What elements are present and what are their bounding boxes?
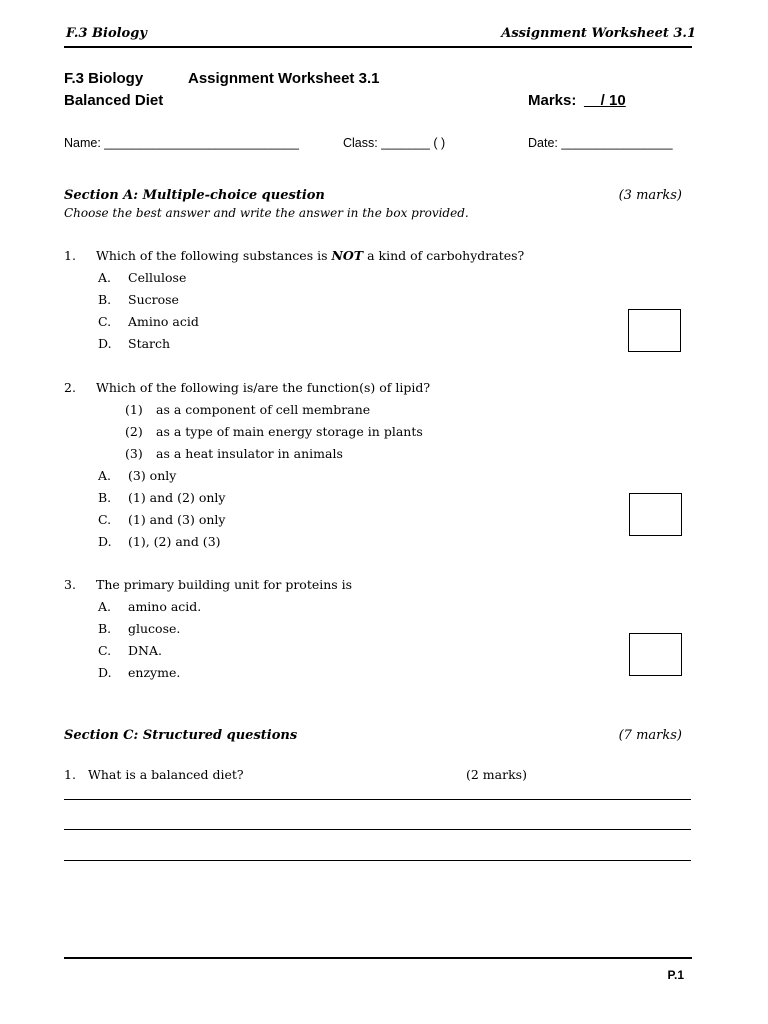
q2-answer-box[interactable]	[629, 493, 682, 536]
q3-answer-box[interactable]	[629, 633, 682, 676]
q2-option-text: (1) and (3) only	[128, 512, 226, 527]
q1-option-text: Amino acid	[128, 314, 199, 329]
section-c-title: Section C: Structured questions	[64, 728, 298, 743]
q1-option-letter: C.	[98, 314, 112, 329]
title-topic: Balanced Diet	[64, 92, 164, 109]
q3-option-text: glucose.	[128, 621, 181, 636]
q3-option-text: DNA.	[128, 643, 162, 658]
header-worksheet: Assignment Worksheet 3.1	[501, 26, 696, 41]
q2-statement-number: (3)	[125, 446, 143, 461]
q1-option-text: Cellulose	[128, 270, 187, 285]
title-subject: F.3 Biology	[64, 70, 144, 87]
answer-line[interactable]	[64, 829, 691, 830]
q3-stem: The primary building unit for proteins is	[96, 577, 353, 592]
title-worksheet: Assignment Worksheet 3.1	[188, 70, 380, 87]
q1-option-letter: B.	[98, 292, 112, 307]
class-field: Class: _______ ( )	[343, 136, 446, 150]
q2-option-text: (1), (2) and (3)	[128, 534, 221, 549]
q3-option-letter: B.	[98, 621, 112, 636]
q3-option-letter: A.	[98, 599, 112, 614]
q1-option-text: Sucrose	[128, 292, 179, 307]
section-a-instruction: Choose the best answer and write the answer in the box provided.	[64, 206, 469, 220]
q1-option-letter: D.	[98, 336, 112, 351]
q1-option-letter: A.	[98, 270, 112, 285]
page-number: P.1	[667, 968, 684, 982]
answer-line[interactable]	[64, 860, 691, 861]
section-a-title: Section A: Multiple-choice question	[64, 188, 325, 203]
q2-option-letter: A.	[98, 468, 112, 483]
footer-rule	[64, 957, 692, 959]
marks-value: __/ 10	[584, 92, 626, 109]
q2-statement-number: (2)	[125, 424, 143, 439]
marks-label: Marks:	[528, 92, 577, 109]
header-rule	[64, 46, 692, 48]
q2-option-letter: D.	[98, 534, 112, 549]
q2-option-text: (1) and (2) only	[128, 490, 226, 505]
q2-stem: Which of the following is/are the function(s) of lipid?	[96, 380, 431, 395]
q3-option-letter: C.	[98, 643, 112, 658]
c1-question: What is a balanced diet?	[88, 767, 244, 782]
c1-marks: (2 marks)	[466, 767, 527, 782]
q2-number: 2.	[64, 380, 76, 395]
q2-statement-text: as a heat insulator in animals	[156, 446, 343, 461]
q2-statement-text: as a component of cell membrane	[156, 402, 371, 417]
q2-option-letter: B.	[98, 490, 112, 505]
q1-answer-box[interactable]	[628, 309, 681, 352]
q3-option-letter: D.	[98, 665, 112, 680]
q2-statement-number: (1)	[125, 402, 143, 417]
section-c-marks: (7 marks)	[618, 728, 682, 743]
q1-number: 1.	[64, 248, 76, 263]
header-subject: F.3 Biology	[66, 26, 147, 41]
answer-line[interactable]	[64, 799, 691, 800]
c1-number: 1.	[64, 767, 76, 782]
q2-statement-text: as a type of main energy storage in plants	[156, 424, 423, 439]
q3-option-text: amino acid.	[128, 599, 202, 614]
q1-stem: Which of the following substances is NOT a kind of carbohydrates?	[96, 248, 525, 263]
date-field: Date: ________________	[528, 136, 673, 150]
q2-option-letter: C.	[98, 512, 112, 527]
q2-option-text: (3) only	[128, 468, 177, 483]
name-field: Name: ____________________________	[64, 136, 299, 150]
q3-number: 3.	[64, 577, 76, 592]
section-a-marks: (3 marks)	[618, 188, 682, 203]
q3-option-text: enzyme.	[128, 665, 181, 680]
q1-option-text: Starch	[128, 336, 171, 351]
